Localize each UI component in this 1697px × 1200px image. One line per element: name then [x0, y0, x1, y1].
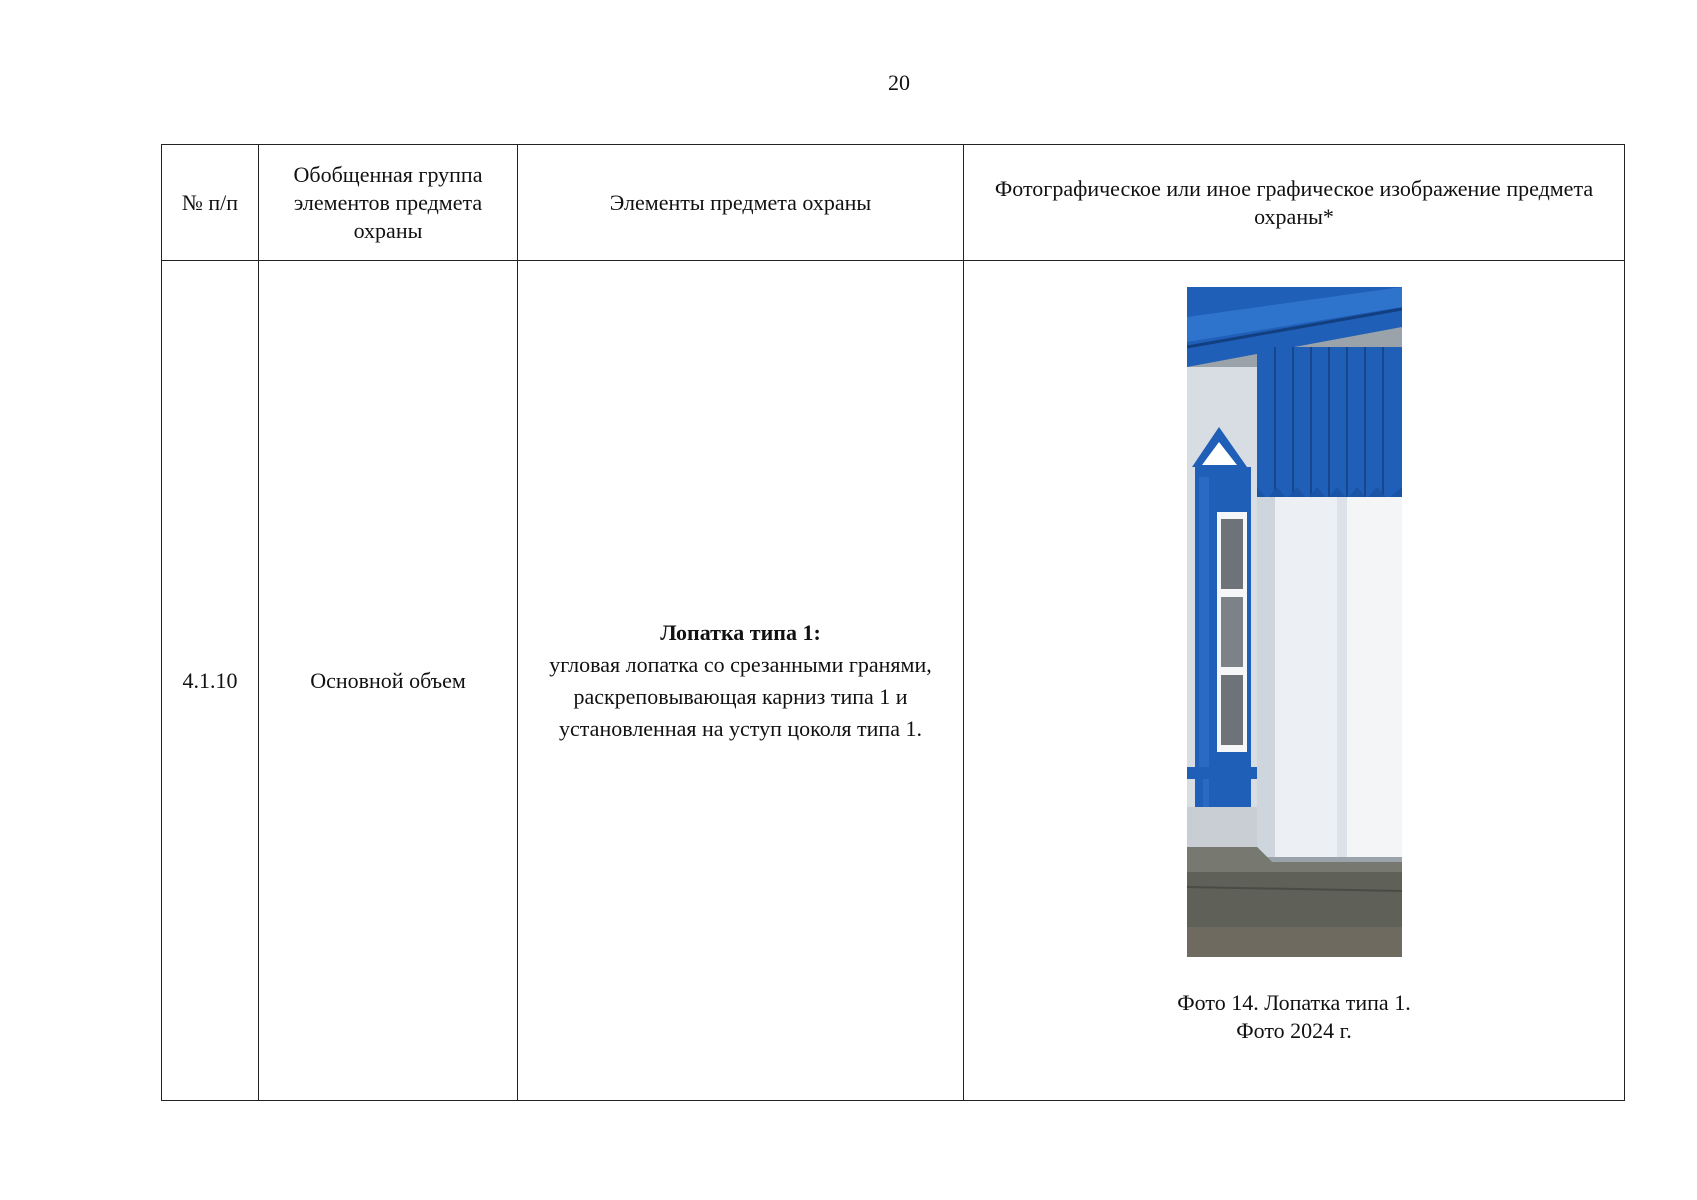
photo-caption [964, 989, 1624, 1045]
row-photo [964, 261, 1625, 1101]
photo-caption-line-2: Фото 2024 г. [1236, 1018, 1352, 1043]
protection-table [161, 144, 1625, 1101]
page-number: 20 [888, 70, 910, 95]
row-group: Основной объем [259, 261, 518, 1101]
header-elements: Элементы предмета охраны [518, 145, 964, 261]
table-row [162, 261, 1625, 1101]
header-num: № п/п [162, 145, 259, 261]
row-num: 4.1.10 [162, 261, 259, 1101]
row-element [518, 261, 964, 1101]
photo-caption-line-1: Фото 14. Лопатка типа 1. [1177, 990, 1411, 1015]
header-group: Обобщенная группа элементов предмета охраны [259, 145, 518, 261]
element-title: Лопатка типа 1: [660, 619, 821, 645]
element-description: угловая лопатка со срезанными гранями, раскреповывающая карниз типа 1 и установленная на уступ цоколя типа 1. [549, 651, 932, 741]
building-corner-photo [1187, 287, 1402, 957]
table-header-row [162, 145, 1625, 261]
header-photo: Фотографическое или иное графическое изображение предмета охраны* [964, 145, 1625, 261]
